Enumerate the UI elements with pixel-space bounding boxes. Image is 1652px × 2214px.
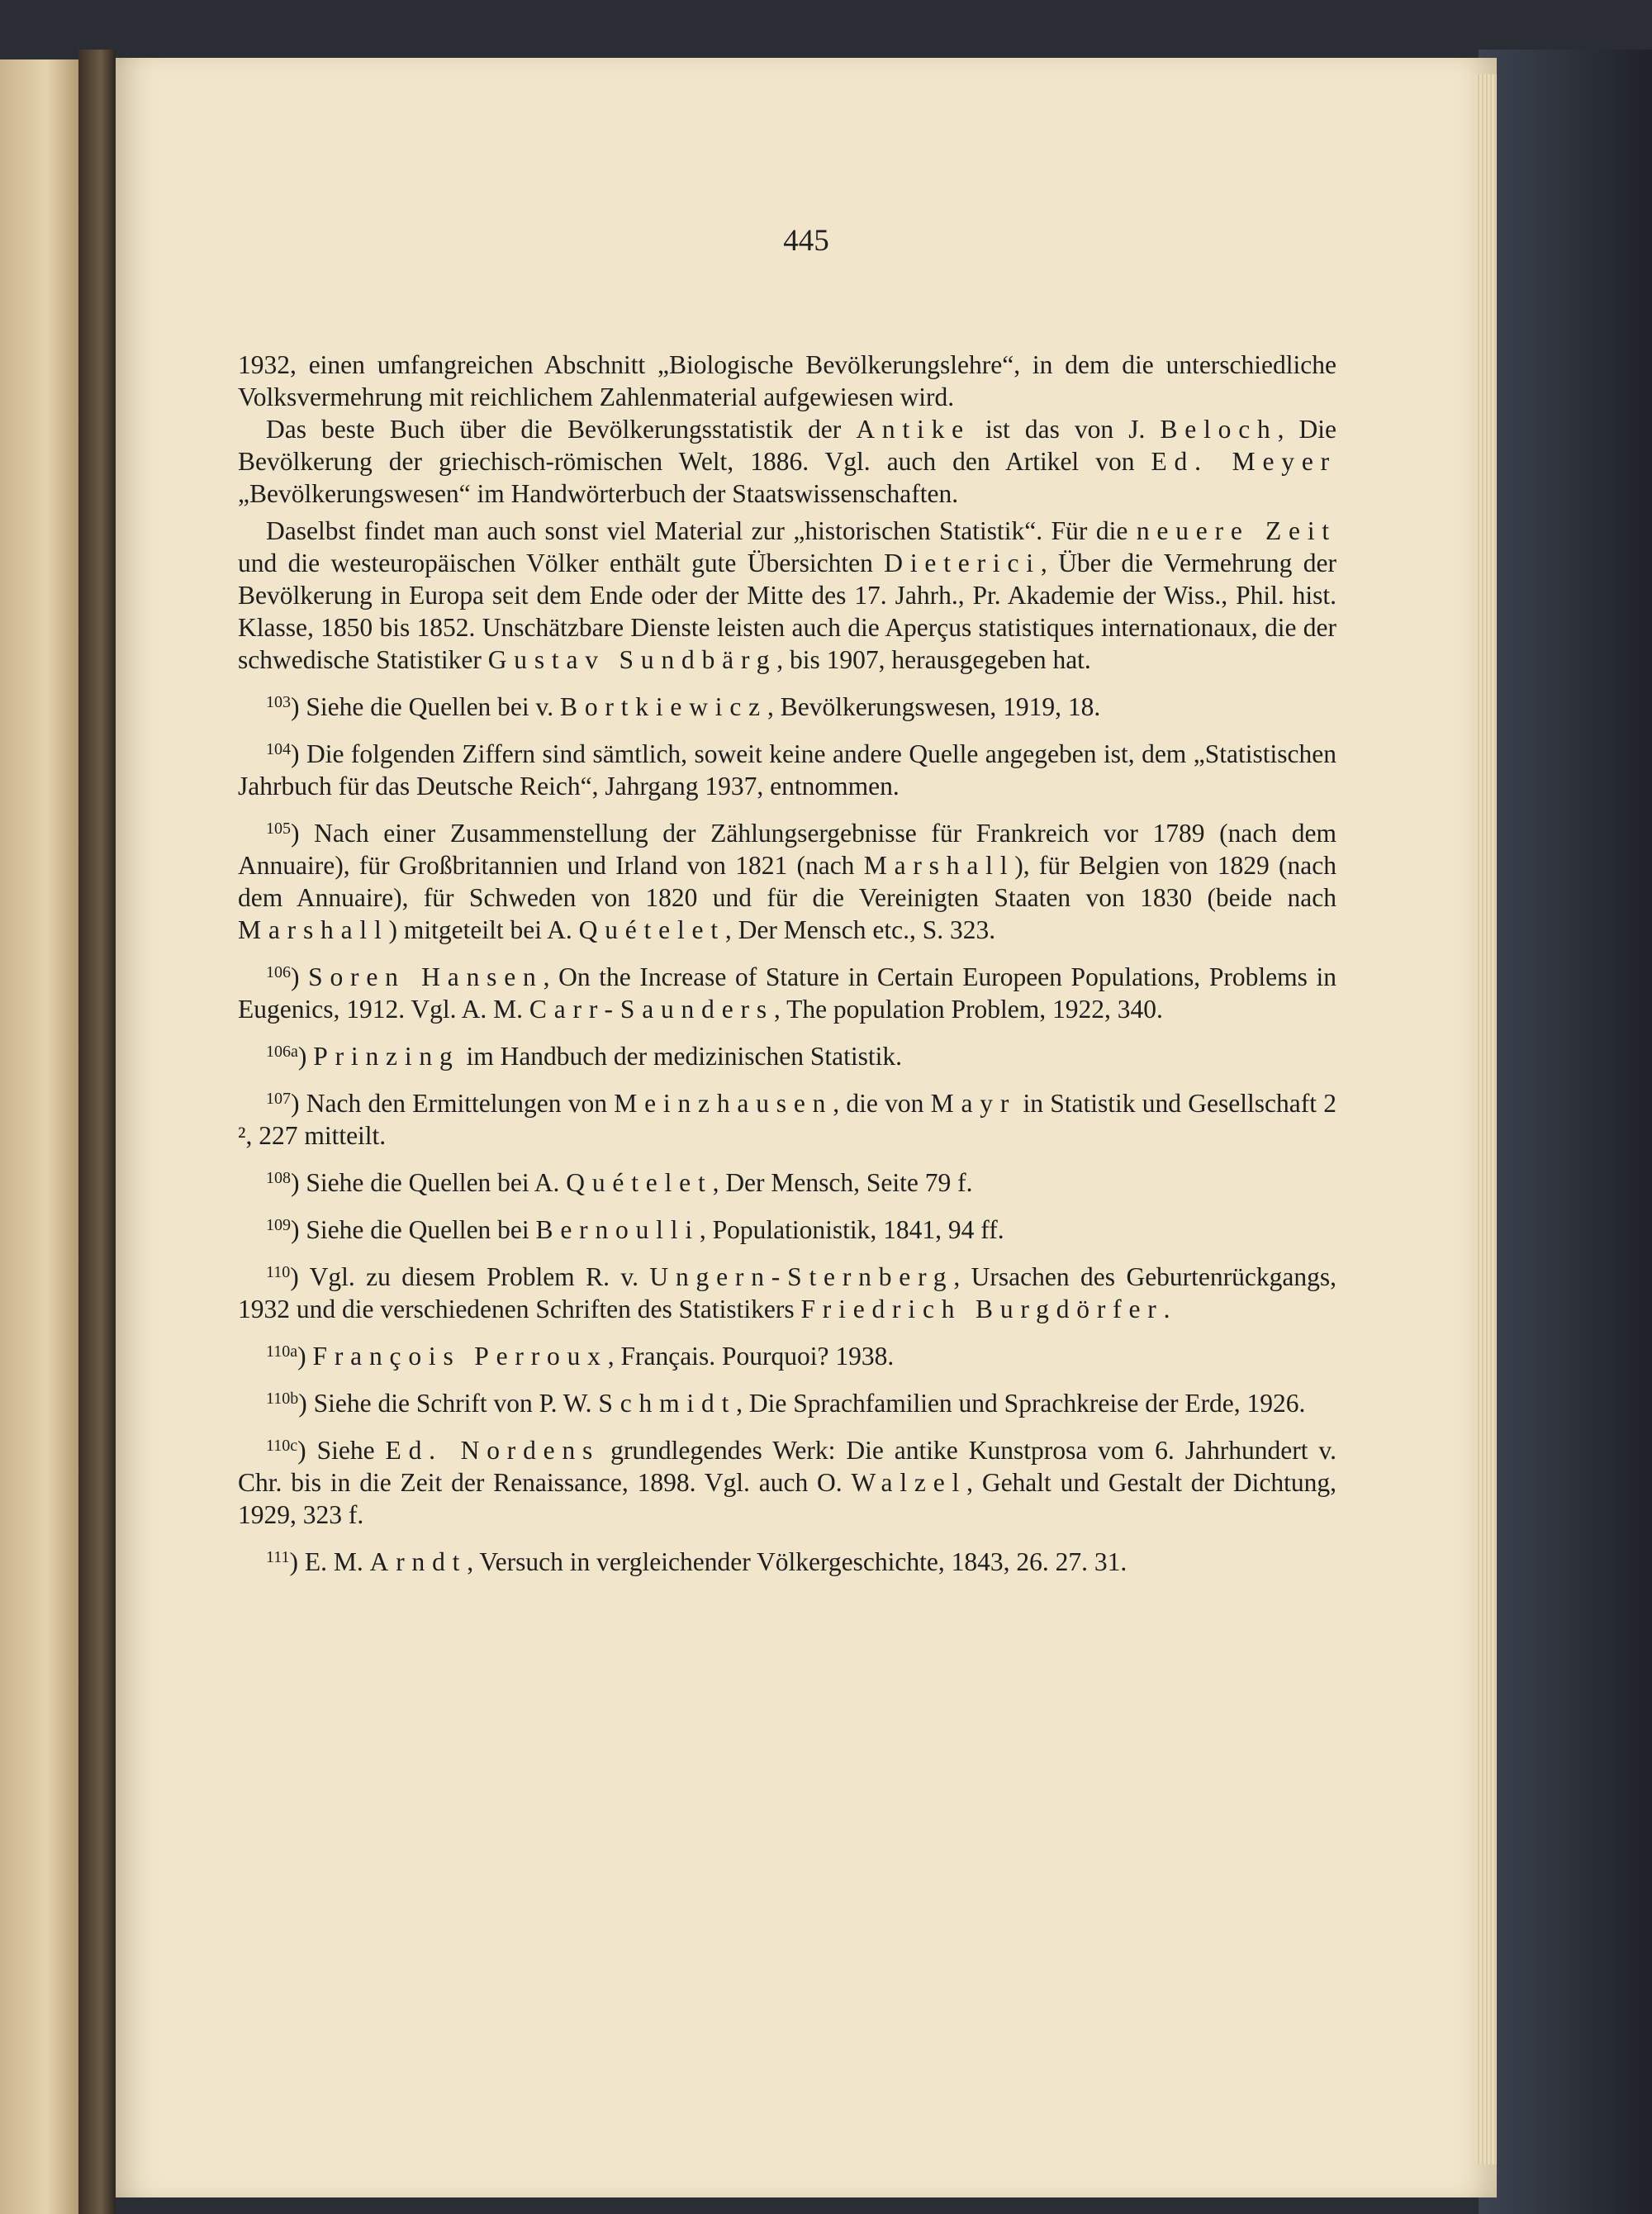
paragraph-text: Daselbst findet man auch sonst viel Material zur „historischen Statistik“. Für die [266, 516, 1137, 545]
footnote-text: , On the Increase of Stature in Certain Europeen Populations, Problems in Eugenics, 1912. Vgl. A. M. [238, 962, 1336, 1024]
spaced-author: Bortkiewicz [559, 692, 767, 721]
spaced-term: neuere Zeit [1136, 516, 1336, 545]
footnote-text: ) Nach den Ermittelungen von [291, 1089, 615, 1118]
footnote-number: 110b [266, 1390, 299, 1408]
book-cover-edge [1479, 50, 1652, 2214]
spaced-author: Ungern-Sternberg [649, 1262, 954, 1291]
spaced-author: Carr-Saunders [529, 995, 774, 1024]
footnote-104 [238, 738, 1336, 802]
footnote-110c [238, 1434, 1336, 1531]
spaced-author: Quételet [578, 915, 725, 944]
spaced-author: Marshall [238, 915, 389, 944]
spaced-author: Quételet [566, 1168, 713, 1197]
footnote-number: 106a [266, 1043, 298, 1061]
footnote-number: 109 [266, 1216, 291, 1234]
footnote-text: grundlegendes Werk: Die antike Kunstprosa vom 6. Jahrhundert v. Chr. bis in die Zeit der Renaissance, 1898. Vgl. auch O. [238, 1436, 1336, 1497]
footnote-text: ) Vgl. zu diesem Problem R. v. [290, 1262, 650, 1291]
spaced-author: Walzel [851, 1468, 967, 1497]
footnote-number: 103 [266, 693, 291, 711]
spaced-author: Ed. Nordens [385, 1436, 601, 1465]
footnote-number: 110c [266, 1437, 298, 1455]
footnote-text: . [1163, 1295, 1170, 1323]
footnote-109 [238, 1214, 1336, 1246]
footnote-text: , The population Problem, 1922, 340. [773, 995, 1163, 1024]
footnote-number: 104 [266, 740, 291, 758]
spaced-term: Antike [856, 415, 971, 444]
footnote-105 [238, 817, 1336, 946]
footnote-108 [238, 1166, 1336, 1199]
footnote-text: , Populationistik, 1841, 94 ff. [699, 1215, 1004, 1244]
spaced-author: François Perroux [312, 1342, 608, 1371]
footnote-text: ) E. M. [289, 1547, 370, 1576]
footnote-text: ) Siehe [297, 1436, 386, 1465]
footnote-text: , Der Mensch, Seite 79 f. [712, 1168, 973, 1197]
footnote-text: im Handbuch der medizinischen Statistik. [459, 1042, 902, 1071]
paragraph-text: ist das von J. [970, 415, 1161, 444]
paragraph-1 [238, 349, 1336, 413]
page-number: 445 [783, 224, 829, 258]
footnote-110 [238, 1261, 1336, 1325]
spaced-author: Marshall [863, 851, 1015, 880]
paragraph-3 [238, 515, 1336, 676]
footnote-text: ) Siehe die Schrift von P. W. [298, 1389, 599, 1418]
spaced-author: Meinzhausen [614, 1089, 833, 1118]
footnote-text: ), für Belgien von 1829 (nach dem Annuaire), für Schweden von 1820 und für die Vereinigten Staaten von 1830 (beide nach [238, 851, 1337, 912]
paragraph-text: , Die Bevölkerung der griechisch-römischen Welt, 1886. Vgl. auch den Artikel von [238, 415, 1337, 476]
footnote-text: , die von [833, 1089, 931, 1118]
spaced-author: Gustav Sundbärg [487, 645, 777, 674]
paragraph-text: und die westeuropäischen Völker enthält gute Übersichten [238, 549, 885, 577]
left-page-edge [0, 59, 78, 2214]
footnote-text: in Statistik und Gesellschaft 2 ², 227 mitteilt. [238, 1089, 1336, 1150]
paragraph-text: , Über die Vermehrung der Bevölkerung in Europa seit dem Ende oder der Mitte des 17. Jahrh., Pr. Akademie der Wiss., Phil. hist. Klasse, 1850 bis 1852. Unschätzbare Dienste leisten auch die Aperçus statistiques internationaux, die der schwedische Statistiker [238, 549, 1336, 674]
paragraph-2 [238, 413, 1336, 510]
footnote-number: 105 [266, 820, 291, 838]
spaced-author: Dieterici [884, 549, 1041, 577]
page-content [238, 349, 1336, 1578]
spaced-author: Arndt [369, 1547, 468, 1576]
footnote-text: , Die Sprachfamilien und Sprachkreise der Erde, 1926. [736, 1389, 1306, 1418]
spaced-author: Beloch [1160, 415, 1278, 444]
spaced-author: Soren Hansen [308, 962, 544, 991]
footnote-text: ) [297, 1342, 313, 1371]
footnote-number: 110a [266, 1342, 298, 1361]
footnote-103 [238, 691, 1336, 723]
spaced-author: Ed. Meyer [1151, 447, 1336, 476]
footnote-text: ) Nach einer Zusammenstellung der Zählungsergebnisse für Frankreich vor 1789 (nach dem Annuaire), für Großbritannien und Irland von 1821 (nach [238, 819, 1336, 880]
spaced-author: Schmidt [598, 1389, 737, 1418]
paragraph-text: „Bevölkerungswesen“ im Handwörterbuch der Staatswissenschaften. [238, 479, 959, 508]
footnote-text: ) [297, 1042, 314, 1071]
footnote-text: ) Siehe die Quellen bei v. [291, 692, 560, 721]
footnote-number: 107 [266, 1090, 291, 1108]
spaced-author: Bernoulli [535, 1215, 700, 1244]
footnote-110a [238, 1340, 1336, 1372]
footnote-text: ) Siehe die Quellen bei A. [291, 1168, 567, 1197]
spaced-author: Prinzing [313, 1042, 460, 1071]
footnote-text: , Versuch in vergleichender Völkergeschichte, 1843, 26. 27. 31. [467, 1547, 1127, 1576]
footnote-number: 110 [266, 1263, 291, 1281]
footnote-111 [238, 1546, 1336, 1578]
footnote-text: ) mitgeteilt bei A. [388, 915, 579, 944]
paragraph-text: , bis 1907, herausgegeben hat. [776, 645, 1091, 674]
spaced-author: Mayr [930, 1089, 1017, 1118]
footnote-number: 108 [266, 1169, 291, 1187]
footnote-number: 111 [266, 1548, 290, 1566]
footnote-text: , Bevölkerungswesen, 1919, 18. [767, 692, 1101, 721]
footnote-text: , Der Mensch etc., S. 323. [724, 915, 996, 944]
footnote-text: ) Siehe die Quellen bei [291, 1215, 536, 1244]
book-page [116, 58, 1497, 2197]
page-edges [1475, 74, 1497, 2164]
book-gutter [78, 50, 116, 2214]
footnote-text: , Gehalt und Gestalt der Dichtung, 1929, 323 f. [238, 1468, 1336, 1529]
spaced-author: Friedrich Burgdörfer [800, 1295, 1164, 1323]
footnote-text: , Français. Pourquoi? 1938. [607, 1342, 895, 1371]
footnote-number: 106 [266, 963, 291, 981]
footnote-text: ) [291, 962, 309, 991]
footnote-text: ) Die folgenden Ziffern sind sämtlich, soweit keine andere Quelle angegeben ist, dem „Statistischen Jahrbuch für das Deutsche Reich“, Jahrgang 1937, entnommen. [238, 739, 1336, 801]
footnote-106 [238, 961, 1336, 1025]
footnote-110b [238, 1387, 1336, 1419]
footnote-107 [238, 1087, 1336, 1152]
footnote-106a [238, 1040, 1336, 1072]
footnote-text: , Ursachen des Geburtenrückgangs, 1932 und die verschiedenen Schriften des Statistikers [238, 1262, 1336, 1323]
paragraph-text: Das beste Buch über die Bevölkerungsstatistik der [266, 415, 857, 444]
paragraph-text: 1932, einen umfangreichen Abschnitt „Biologische Bevölkerungslehre“, in dem die unterschiedliche Volksvermehrung mit reichlichem Zahlenmaterial aufgewiesen wird. [238, 350, 1336, 411]
